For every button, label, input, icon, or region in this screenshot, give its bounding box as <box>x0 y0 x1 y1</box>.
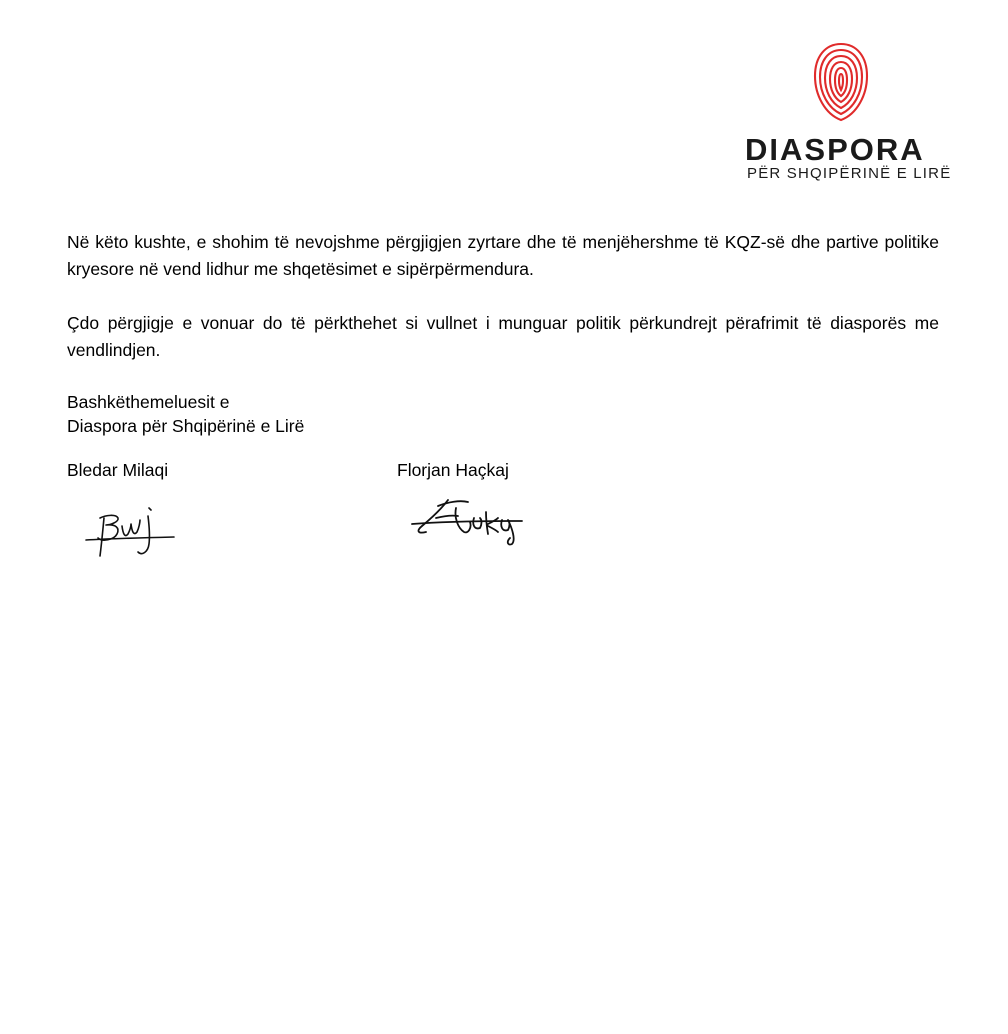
closing-block <box>67 390 304 438</box>
organization-logo <box>740 40 950 190</box>
logo-tagline: PËR SHQIPËRINË E LIRË <box>747 165 952 182</box>
signatory-name-2: Florjan Haçkaj <box>397 460 509 480</box>
closing-line-1: Bashkëthemeluesit e <box>67 392 230 412</box>
body-paragraph-2: Çdo përgjigje e vonuar do të përkthehet si vullnet i munguar politik përkundrejt përafrimit të diasporës me vendlindjen. <box>67 313 939 360</box>
fingerprint-icon <box>810 40 872 124</box>
signatory-name-1: Bledar Milaqi <box>67 460 169 480</box>
signature-2 <box>408 494 528 550</box>
signature-1 <box>82 498 178 562</box>
body-paragraph-1: Në këto kushte, e shohim të nevojshme përgjigjen zyrtare dhe të menjëhershme të KQZ-së dhe partive politike kryesore në vend lidhur me shqetësimet e sipërpërmendura. <box>67 232 939 279</box>
logo-wordmark: DIASPORA <box>745 132 925 167</box>
closing-line-2: Diaspora për Shqipërinë e Lirë <box>67 416 305 436</box>
